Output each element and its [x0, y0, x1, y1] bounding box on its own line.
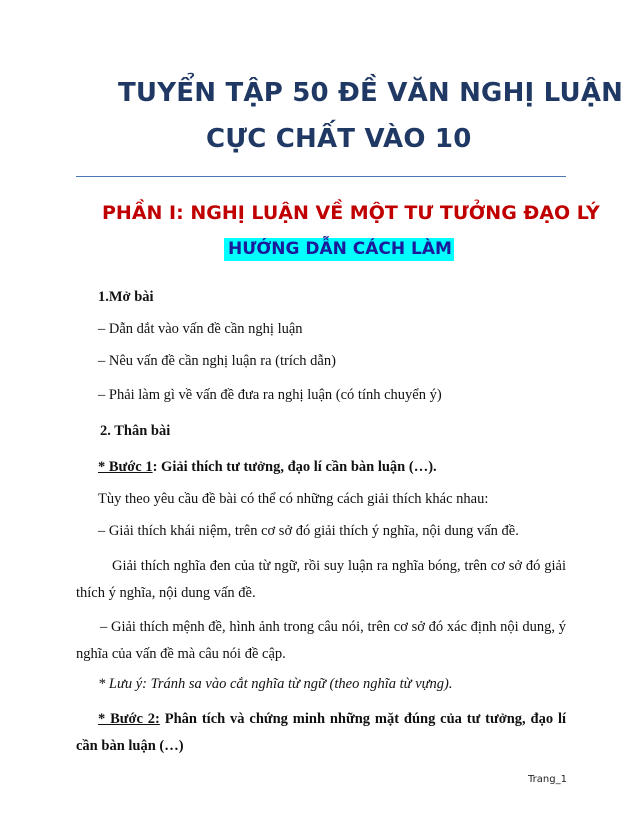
step-1-label: * Bước 1 — [98, 459, 153, 475]
title-divider — [76, 176, 566, 177]
paragraph-literal-meaning: Giải thích nghĩa đen của từ ngữ, rồi suy luận ra nghĩa bóng, trên cơ sở đó giải thích ý nghĩa, nội dung vấn đề. — [76, 558, 566, 601]
step-1-text: : Giải thích tư tưởng, đạo lí cần bàn luận (…). — [152, 459, 437, 475]
section-heading: PHẦN I: NGHỊ LUẬN VỀ MỘT TƯ TƯỞNG ĐẠO LÝ — [102, 202, 600, 224]
step-2-heading — [76, 706, 566, 760]
document-title-line-1: TUYỂN TẬP 50 ĐỀ VĂN NGHỊ LUẬN — [118, 78, 624, 108]
mo-bai-item-2: – Nêu vấn đề cần nghị luận ra (trích dẫn) — [98, 353, 336, 369]
paragraph-explanation-intro: Tùy theo yêu cầu đề bài có thể có những cách giải thích khác nhau: — [98, 491, 489, 507]
page-number: Trang_1 — [528, 774, 567, 785]
mo-bai-heading: 1.Mở bài — [98, 289, 154, 305]
step-1-heading — [98, 458, 437, 476]
step-2-text: Phân tích và chứng minh những mặt đúng của tư tưởng, đạo lí cần bàn luận (…) — [76, 711, 566, 754]
than-bai-heading: 2. Thân bài — [100, 423, 171, 439]
paragraph-explain-concept: – Giải thích khái niệm, trên cơ sở đó giải thích ý nghĩa, nội dung vấn đề. — [98, 523, 519, 539]
paragraph-explain-proposition: – Giải thích mệnh đề, hình ảnh trong câu nói, trên cơ sở đó xác định nội dung, ý nghĩa của vấn đề mà câu nói đề cập. — [76, 619, 566, 662]
step-2-label: * Bước 2: — [98, 711, 160, 727]
document-title-line-2: CỰC CHẤT VÀO 10 — [206, 124, 472, 154]
note-line: * Lưu ý: Tránh sa vào cắt nghĩa từ ngữ (theo nghĩa từ vựng). — [98, 676, 453, 692]
guide-heading-highlighted: HƯỚNG DẪN CÁCH LÀM — [224, 238, 454, 261]
mo-bai-item-1: – Dẫn dắt vào vấn đề cần nghị luận — [98, 321, 303, 337]
mo-bai-item-3: – Phải làm gì về vấn đề đưa ra nghị luận (có tính chuyển ý) — [98, 387, 442, 403]
